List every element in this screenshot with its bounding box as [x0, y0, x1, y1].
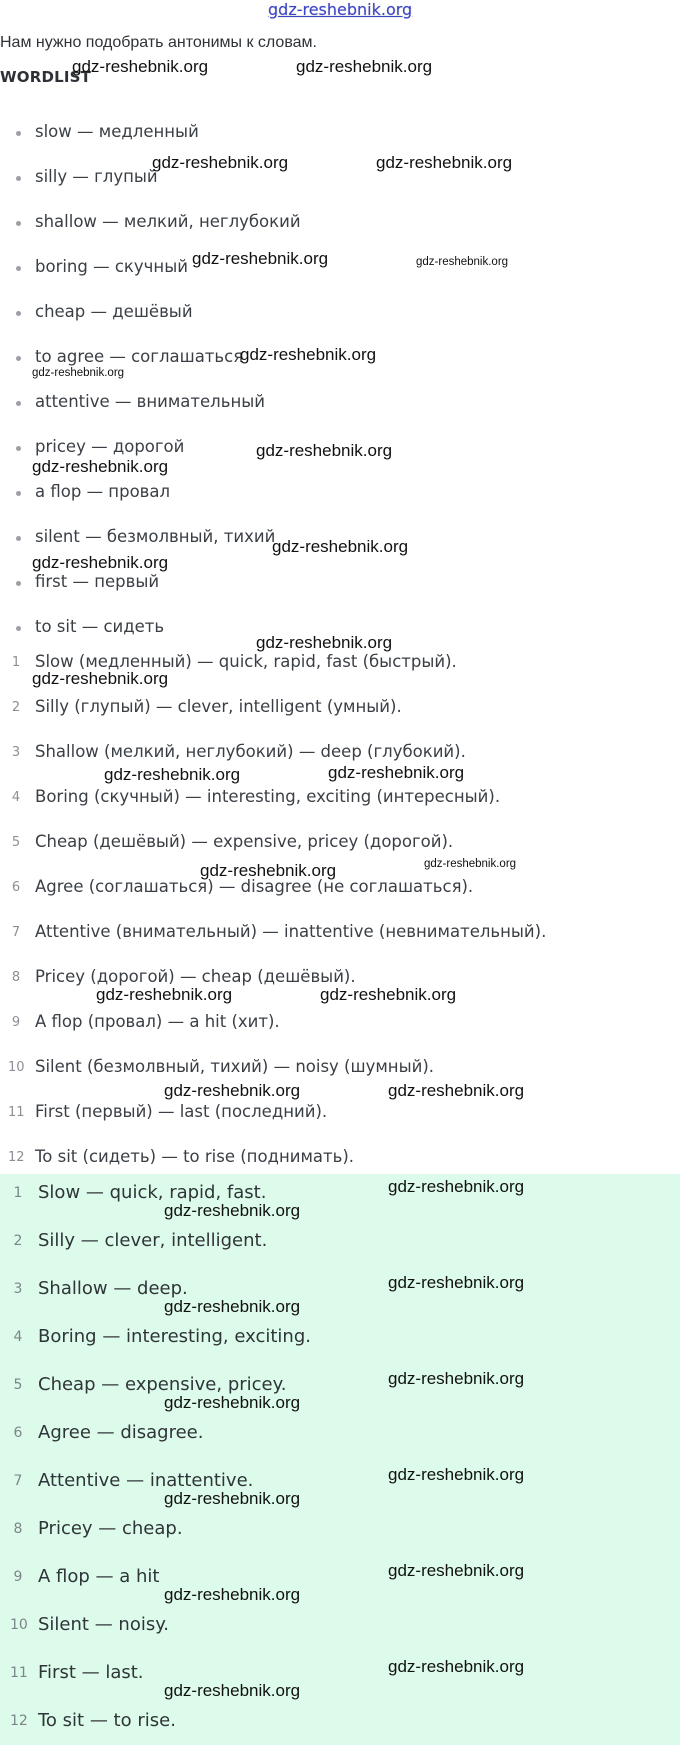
watermark: gdz-reshebnik.org: [320, 985, 457, 1004]
watermark: gdz-reshebnik.org: [388, 1081, 525, 1100]
watermark: gdz-reshebnik.org: [388, 1177, 525, 1196]
list-item: a flop — провал: [0, 482, 680, 506]
list-item: attentive — внимательный: [0, 392, 680, 416]
list-item: first — первый: [0, 572, 680, 596]
bullet-icon: [16, 311, 21, 316]
intro-text: Нам нужно подобрать антонимы к словам.: [0, 34, 317, 51]
site-link[interactable]: gdz-reshebnik.org: [268, 0, 413, 19]
watermark: gdz-reshebnik.org: [164, 1081, 301, 1100]
list-item: 4 Boring — interesting, exciting.: [13, 1326, 311, 1347]
list-item: cheap — дешёвый: [0, 302, 680, 326]
watermark: gdz-reshebnik.org: [32, 669, 169, 688]
list-item: to agree — соглашаться: [0, 347, 680, 371]
wordlist-title: WORDLIST: [0, 68, 92, 86]
watermark: gdz-reshebnik.org: [388, 1273, 525, 1292]
list-item: 7 Attentive — inattentive.: [13, 1470, 254, 1491]
list-item: shallow — мелкий, неглубокий: [0, 212, 680, 236]
list-item: 3 Shallow — deep.: [13, 1278, 188, 1299]
bullet-icon: [16, 401, 21, 406]
list-item: 4 Boring (скучный) — interesting, exciting (интересный).: [11, 787, 501, 806]
list-item: silent — безмолвный, тихий: [0, 527, 680, 551]
watermark: gdz-reshebnik.org: [272, 537, 409, 556]
watermark: gdz-reshebnik.org: [240, 345, 377, 364]
answer-panel: [0, 1174, 680, 1745]
list-item: 5 Cheap — expensive, pricey.: [13, 1374, 287, 1395]
watermark: gdz-reshebnik.org: [192, 249, 329, 268]
bullet-icon: [16, 356, 21, 361]
bullet-icon: [16, 491, 21, 496]
watermark: gdz-reshebnik.org: [104, 765, 241, 784]
bullet-icon: [16, 266, 21, 271]
watermark: gdz-reshebnik.org: [416, 256, 509, 268]
watermark: gdz-reshebnik.org: [376, 153, 513, 172]
watermark: gdz-reshebnik.org: [200, 861, 337, 880]
watermark: gdz-reshebnik.org: [164, 1585, 301, 1604]
watermark: gdz-reshebnik.org: [96, 985, 233, 1004]
watermark: gdz-reshebnik.org: [72, 57, 209, 76]
list-item: 6 Agree — disagree.: [13, 1422, 204, 1443]
list-item: 12 To sit — to rise.: [10, 1710, 176, 1731]
list-item: 2 Silly — clever, intelligent.: [13, 1230, 268, 1251]
list-item: 1 Slow (медленный) — quick, rapid, fast (быстрый).: [11, 652, 457, 671]
list-item: 10 Silent (безмолвный, тихий) — noisy (шумный).: [8, 1057, 435, 1076]
list-item: to sit — сидеть: [0, 617, 680, 641]
list-item: 10 Silent — noisy.: [10, 1614, 170, 1635]
list-item: 9 A flop (провал) — a hit (хит).: [11, 1012, 280, 1031]
bullet-icon: [16, 446, 21, 451]
bullet-icon: [16, 176, 21, 181]
list-item: 9 A flop — a hit: [13, 1566, 160, 1587]
watermark: gdz-reshebnik.org: [388, 1657, 525, 1676]
watermark: gdz-reshebnik.org: [32, 553, 169, 572]
bullet-icon: [16, 536, 21, 541]
watermark: gdz-reshebnik.org: [32, 457, 169, 476]
watermark: gdz-reshebnik.org: [296, 57, 433, 76]
watermark: gdz-reshebnik.org: [164, 1681, 301, 1700]
watermark: gdz-reshebnik.org: [328, 763, 465, 782]
list-item: 11 First — last.: [10, 1662, 144, 1683]
bullet-icon: [16, 221, 21, 226]
list-item: 12 To sit (сидеть) — to rise (поднимать).: [8, 1147, 355, 1166]
list-item: 11 First (первый) — last (последний).: [8, 1102, 328, 1121]
list-item: pricey — дорогой: [0, 437, 680, 461]
list-item: 3 Shallow (мелкий, неглубокий) — deep (глубокий).: [11, 742, 466, 761]
bullet-icon: [16, 581, 21, 586]
list-item: silly — глупый: [0, 167, 680, 191]
watermark: gdz-reshebnik.org: [164, 1489, 301, 1508]
watermark: gdz-reshebnik.org: [388, 1561, 525, 1580]
watermark: gdz-reshebnik.org: [424, 858, 517, 870]
list-item: 6 Agree (соглашаться) — disagree (не соглашаться).: [11, 877, 474, 896]
watermark: gdz-reshebnik.org: [164, 1201, 301, 1220]
watermark: gdz-reshebnik.org: [32, 367, 125, 379]
list-item: 1 Slow — quick, rapid, fast.: [13, 1182, 267, 1203]
list-item: slow — медленный: [0, 122, 680, 146]
watermark: gdz-reshebnik.org: [388, 1465, 525, 1484]
list-item: 8 Pricey (дорогой) — cheap (дешёвый).: [11, 967, 356, 986]
list-item: 7 Attentive (внимательный) — inattentive (невнимательный).: [11, 922, 547, 941]
watermark: gdz-reshebnik.org: [164, 1297, 301, 1316]
list-item: 8 Pricey — cheap.: [13, 1518, 183, 1539]
watermark: gdz-reshebnik.org: [256, 633, 393, 652]
bullet-icon: [16, 131, 21, 136]
watermark: gdz-reshebnik.org: [256, 441, 393, 460]
watermark: gdz-reshebnik.org: [388, 1369, 525, 1388]
watermark: gdz-reshebnik.org: [164, 1393, 301, 1412]
bullet-icon: [16, 626, 21, 631]
list-item: boring — скучный: [0, 257, 680, 281]
list-item: 5 Cheap (дешёвый) — expensive, pricey (дорогой).: [11, 832, 454, 851]
list-item: 2 Silly (глупый) — clever, intelligent (умный).: [11, 697, 402, 716]
watermark: gdz-reshebnik.org: [152, 153, 289, 172]
